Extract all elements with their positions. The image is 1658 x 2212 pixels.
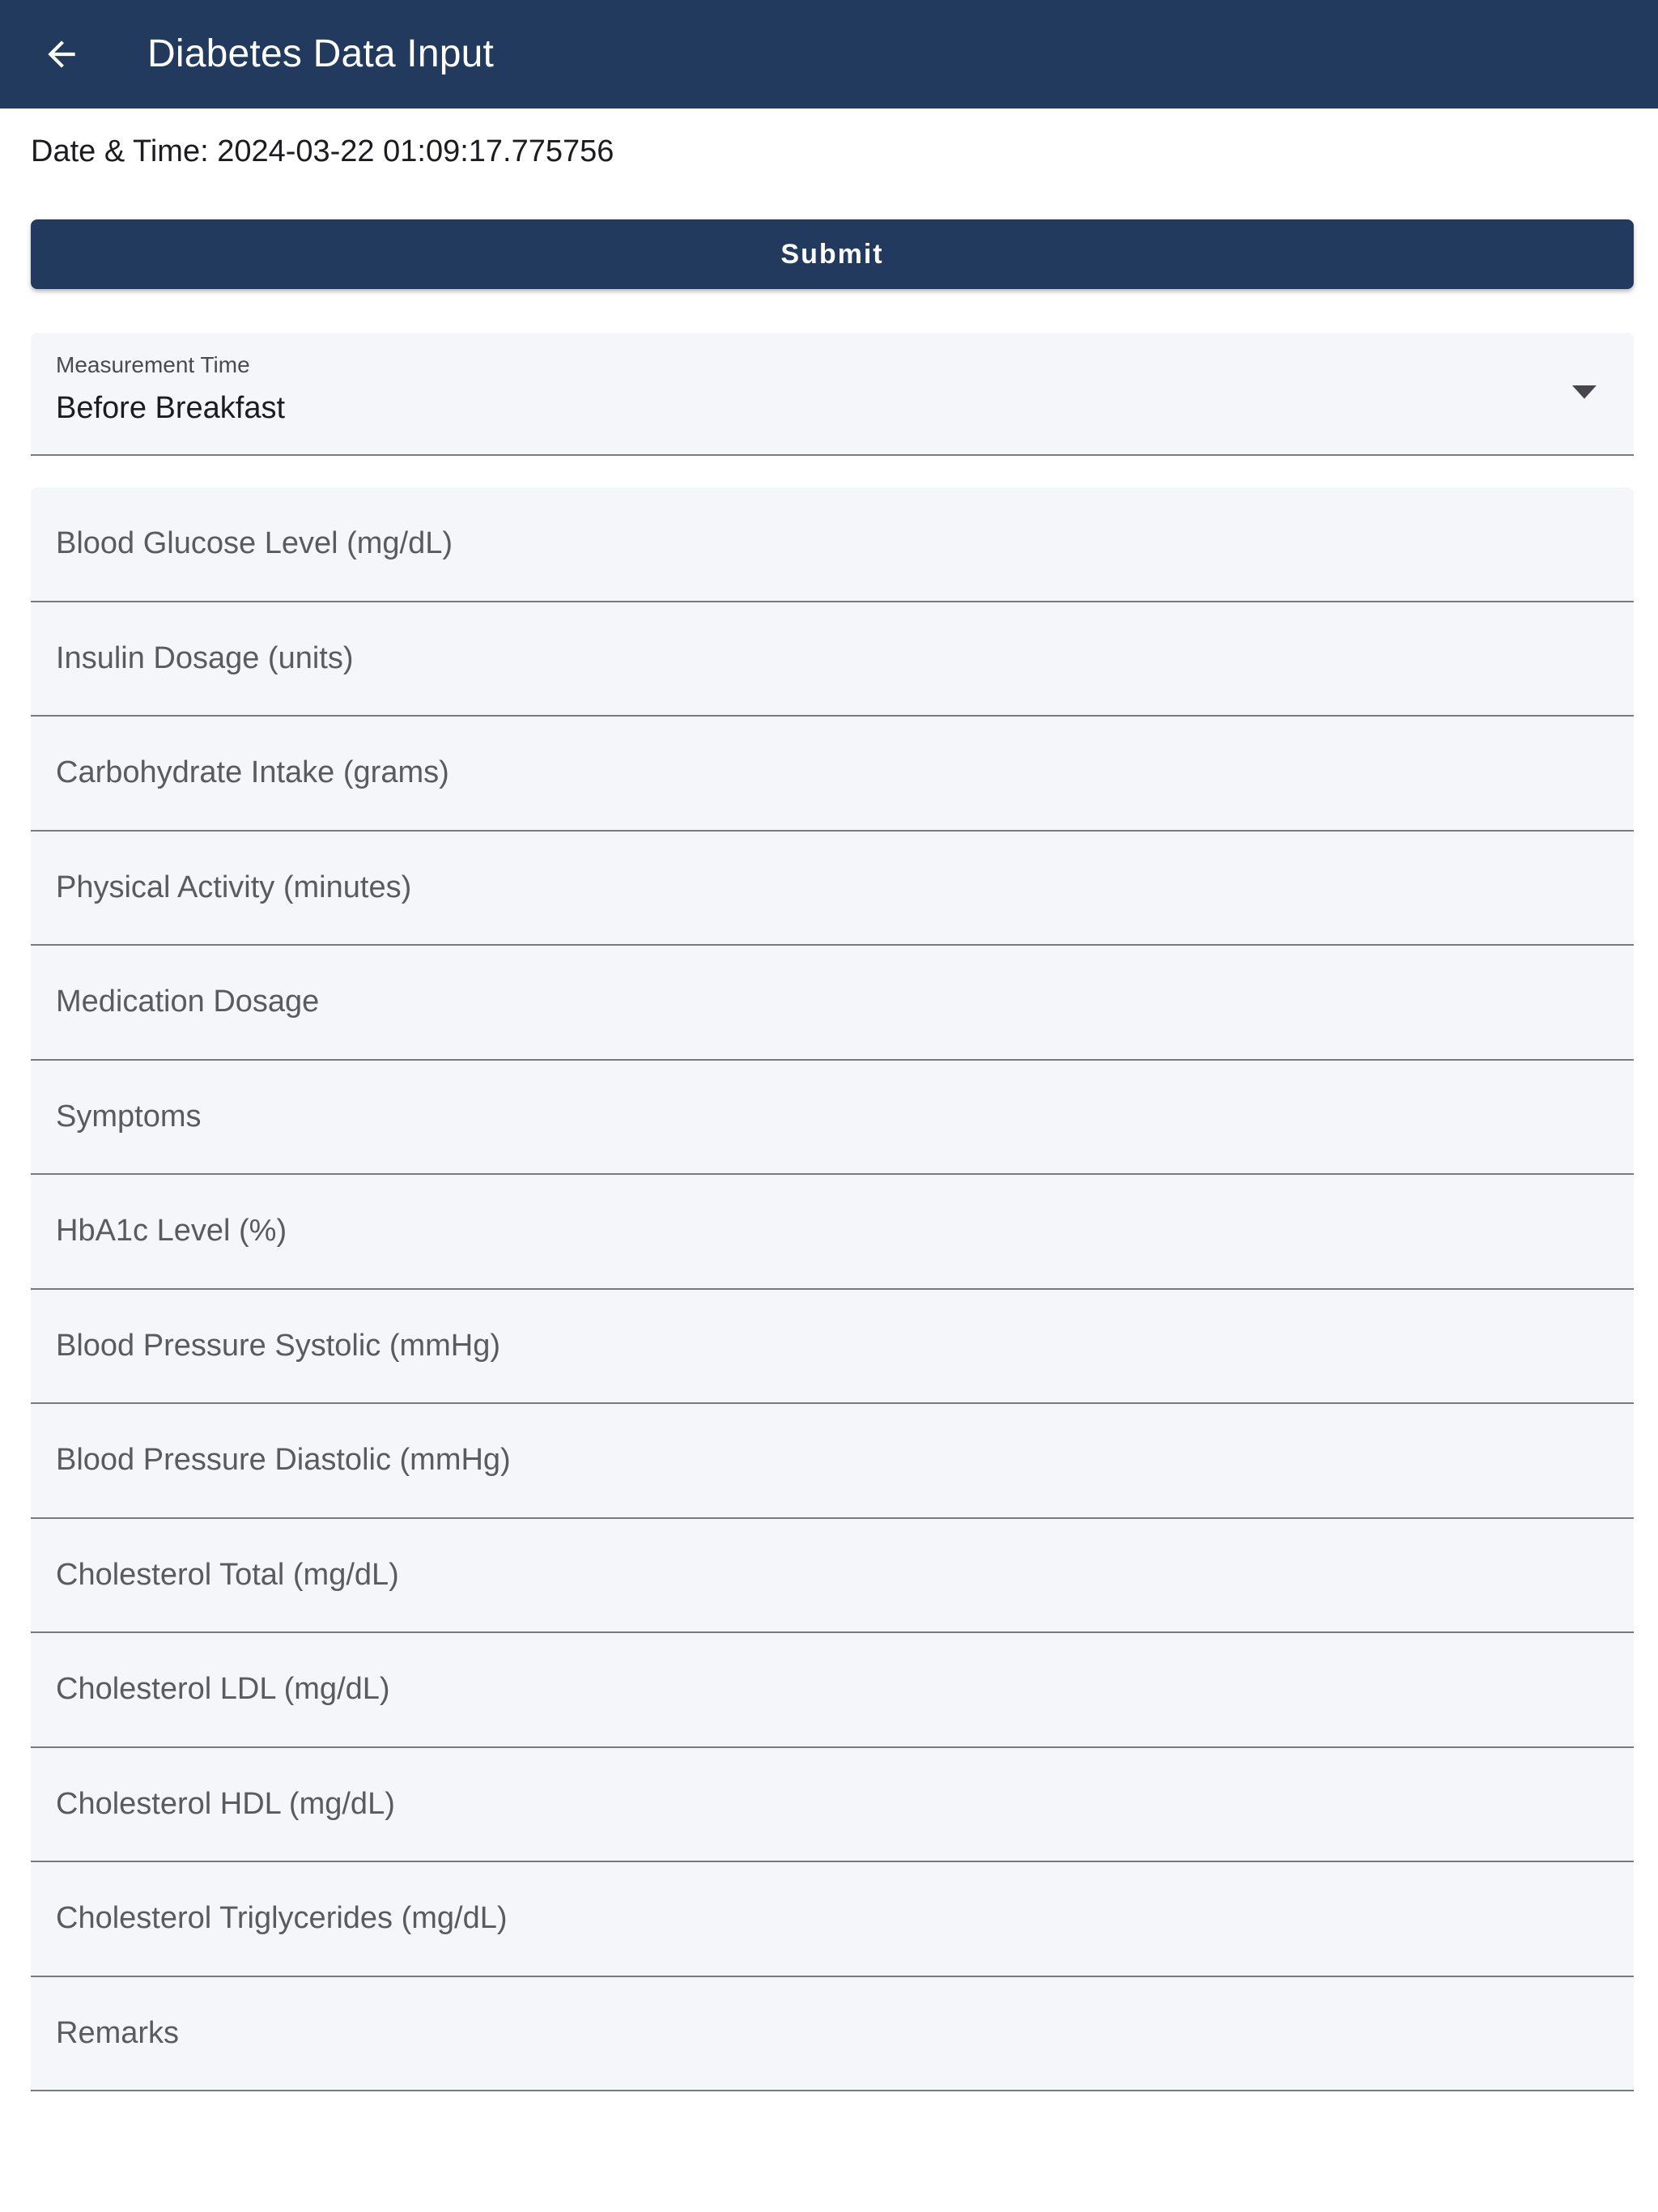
cholesterol-total-field[interactable] bbox=[31, 1519, 1634, 1634]
cholesterol-ldl-field[interactable] bbox=[31, 1633, 1634, 1748]
app-bar bbox=[0, 0, 1658, 108]
physical-activity-input[interactable] bbox=[31, 832, 1634, 945]
carbohydrate-intake-input[interactable] bbox=[31, 717, 1634, 830]
cholesterol-triglycerides-input[interactable] bbox=[31, 1862, 1634, 1976]
medication-dosage-input[interactable] bbox=[31, 946, 1634, 1059]
bp-diastolic-input[interactable] bbox=[31, 1404, 1634, 1517]
submit-button[interactable]: Submit bbox=[31, 219, 1634, 289]
remarks-field[interactable] bbox=[31, 1977, 1634, 2092]
cholesterol-total-input[interactable] bbox=[31, 1519, 1634, 1632]
dropdown-arrow-icon bbox=[1572, 384, 1596, 402]
bp-systolic-input[interactable] bbox=[31, 1290, 1634, 1403]
carbohydrate-intake-field[interactable] bbox=[31, 717, 1634, 832]
cholesterol-triglycerides-field[interactable] bbox=[31, 1862, 1634, 1977]
cholesterol-ldl-input[interactable] bbox=[31, 1633, 1634, 1746]
symptoms-field[interactable] bbox=[31, 1061, 1634, 1176]
cholesterol-hdl-input[interactable] bbox=[31, 1748, 1634, 1861]
page-title: Diabetes Data Input bbox=[147, 32, 495, 75]
measurement-time-value: Before Breakfast bbox=[56, 391, 286, 425]
blood-glucose-input[interactable] bbox=[31, 487, 1634, 601]
insulin-dosage-field[interactable] bbox=[31, 602, 1634, 717]
symptoms-input[interactable] bbox=[31, 1061, 1634, 1174]
medication-dosage-field[interactable] bbox=[31, 946, 1634, 1061]
cholesterol-hdl-field[interactable] bbox=[31, 1748, 1634, 1863]
physical-activity-field[interactable] bbox=[31, 832, 1634, 946]
remarks-input[interactable] bbox=[31, 1977, 1634, 2091]
arrow-left-icon bbox=[41, 34, 82, 74]
measurement-time-label: Measurement Time bbox=[56, 352, 250, 377]
input-fields-list bbox=[31, 487, 1634, 2091]
insulin-dosage-input[interactable] bbox=[31, 602, 1634, 716]
measurement-time-dropdown[interactable] bbox=[31, 333, 1634, 456]
hba1c-level-input[interactable] bbox=[31, 1175, 1634, 1288]
hba1c-level-field[interactable] bbox=[31, 1175, 1634, 1290]
bp-diastolic-field[interactable] bbox=[31, 1404, 1634, 1519]
blood-glucose-field[interactable] bbox=[31, 487, 1634, 602]
bp-systolic-field[interactable] bbox=[31, 1290, 1634, 1405]
datetime-text: Date & Time: 2024-03-22 01:09:17.775756 bbox=[31, 134, 614, 168]
back-button[interactable] bbox=[23, 15, 100, 93]
